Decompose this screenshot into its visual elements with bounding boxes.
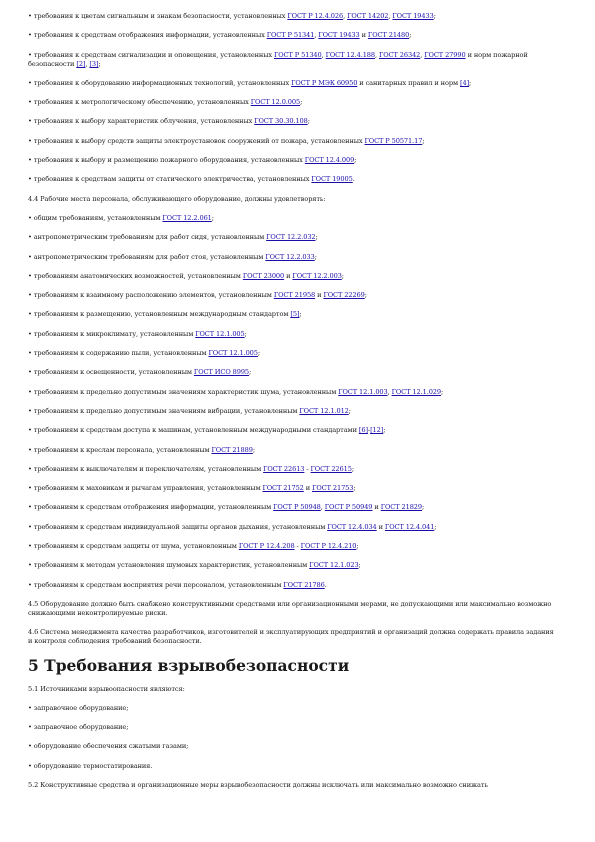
line-text: и: [372, 503, 381, 512]
line-text: ;: [364, 291, 367, 300]
line-text: • требования к выбору средств защиты электроустановок сооружений от пожара, установленных: [28, 136, 365, 145]
line-text: ,: [420, 50, 425, 59]
line-text: • требованиям к микроклимату, установленным: [28, 329, 196, 338]
reference-link[interactable]: ГОСТ 30.30.108: [254, 117, 308, 126]
text-line: [28, 781, 557, 790]
line-text: ;: [469, 78, 472, 87]
line-text: -: [304, 464, 311, 473]
reference-link[interactable]: ГОСТ 14202: [347, 12, 389, 20]
line-text: ;: [383, 426, 386, 435]
text-line: [28, 484, 557, 493]
line-text: ;: [211, 213, 214, 222]
text-line: [28, 349, 557, 358]
line-text: • требованиям к средствам доступа к машинам, установленным международными стандартами: [28, 426, 359, 435]
reference-link[interactable]: ГОСТ 19433: [318, 31, 360, 40]
line-text: • требованиям к средствам отображения информации, установленным: [28, 503, 274, 512]
reference-link[interactable]: [4]: [460, 78, 470, 87]
line-text: • требования к средствам сигнализации и оповещения, установленных: [28, 50, 274, 59]
line-text: • антропометрическим требованиям для работ сидя, установленным: [28, 233, 267, 242]
line-text: • требованиям к методам установления шумовых характеристик, установленным: [28, 561, 310, 570]
reference-link[interactable]: [3]: [89, 59, 99, 68]
line-text: ,: [320, 503, 325, 512]
reference-link[interactable]: ГОСТ Р 12.4.208: [238, 542, 295, 551]
reference-link[interactable]: ГОСТ Р 12.4.026: [287, 12, 344, 20]
reference-link[interactable]: ГОСТ 12.1.029: [391, 387, 441, 396]
text-line: [28, 195, 557, 204]
text-line: [28, 503, 557, 512]
line-text: • требованиям к предельно допустимым значениям характеристик шума, установленным: [28, 387, 339, 396]
line-text: ;: [353, 484, 356, 493]
text-line: [28, 368, 557, 377]
line-text: и: [315, 291, 324, 300]
line-text: • требованиям к выключателям и переключателям, установленным: [28, 464, 264, 473]
line-text: • требования к выбору и размещению пожарного оборудования, установленных: [28, 156, 305, 165]
reference-link[interactable]: ГОСТ 22613: [263, 464, 305, 473]
text-line: [28, 272, 557, 281]
line-text: • требования к метрологическому обеспечению, установленных: [28, 98, 251, 107]
text-line: [28, 723, 557, 732]
line-text: • заправочное оборудование;: [28, 703, 129, 712]
text-line: [28, 561, 557, 570]
line-text: ;: [249, 368, 252, 377]
line-text: • заправочное оборудование;: [28, 723, 129, 732]
reference-link[interactable]: [12]: [370, 426, 384, 435]
reference-link[interactable]: ГОСТ 12.4.009: [304, 156, 355, 165]
requirements-list: [28, 12, 557, 646]
line-text: • требования к выбору характеристик облучения, установленных: [28, 117, 255, 126]
reference-link[interactable]: ГОСТ 12.1.005: [208, 349, 258, 358]
reference-link[interactable]: ГОСТ 21829: [380, 503, 422, 512]
text-line: [28, 98, 557, 107]
line-text: ;: [433, 12, 436, 20]
text-line: [28, 704, 557, 713]
line-text: ;: [440, 387, 444, 396]
line-text: ;: [314, 252, 317, 261]
line-text: ,: [85, 59, 90, 68]
line-text: ,: [321, 50, 326, 59]
reference-link[interactable]: ГОСТ 21889: [211, 445, 253, 454]
text-line: [28, 742, 557, 751]
line-text: • требованиям к взаимному расположению элементов, установленным: [28, 291, 274, 300]
text-line: [28, 12, 557, 21]
line-text: • требования к средствам отображения информации, установленных: [28, 31, 267, 40]
reference-link[interactable]: ГОСТ 12.2.032: [266, 233, 316, 242]
line-text: • антропометрическим требованиям для работ стоя, установленным: [28, 252, 266, 261]
reference-link[interactable]: ГОСТ 22269: [323, 291, 365, 300]
reference-link[interactable]: ГОСТ Р 12.4.210: [300, 542, 357, 551]
reference-link[interactable]: ГОСТ 23000: [242, 271, 285, 280]
line-text: ;: [307, 117, 310, 126]
line-text: ;: [358, 561, 361, 570]
text-line: [28, 523, 557, 532]
reference-link[interactable]: ГОСТ 12.1.012: [299, 406, 349, 415]
text-line: [28, 600, 557, 618]
reference-link[interactable]: ГОСТ Р МЭК 60950: [291, 78, 358, 87]
text-line: [28, 79, 557, 88]
reference-link[interactable]: ГОСТ 21958: [273, 291, 316, 300]
text-line: [28, 31, 557, 40]
text-line: [28, 446, 557, 455]
line-text: • требованиям к средствам восприятия речи персоналом, установленным: [28, 580, 284, 589]
line-text: ;: [244, 329, 247, 338]
reference-link[interactable]: ГОСТ ИСО 8995: [193, 368, 250, 377]
text-line: [28, 330, 557, 339]
line-text: ;: [422, 503, 425, 512]
text-line: [28, 51, 557, 69]
line-text: • требованиям к содержанию пыли, установленным: [28, 349, 209, 358]
text-line: [28, 388, 557, 397]
line-text: .: [352, 175, 355, 184]
line-text: • требования к средствам защиты от статического электричества, установленных: [28, 175, 312, 184]
line-text: ,: [374, 50, 379, 59]
line-text: • оборудование термостатирования.: [28, 761, 153, 770]
line-text: • требования к цветам сигнальным и знакам безопасности, установленных: [28, 12, 288, 20]
reference-link[interactable]: ГОСТ Р 50949: [324, 503, 373, 512]
text-line: [28, 291, 557, 300]
text-line: [28, 426, 557, 435]
line-text: ;: [409, 31, 412, 40]
line-text: ;: [354, 156, 357, 165]
line-text: и: [303, 484, 313, 493]
line-text: 4.6 Система менеджмента качества разработчиков, изготовителей и эксплуатирующих предприятий и организаций должна содержать правила задания и контроля соблюдения требований безопасности.: [28, 628, 554, 646]
line-text: ,: [314, 31, 319, 40]
line-text: ;: [348, 406, 351, 415]
line-text: 4.4 Рабочие места персонала, обслуживающего оборудование, должны удовлетворять:: [28, 194, 326, 203]
line-text: • требованиям к средствам индивидуальной защиты органов дыхания, установленным: [28, 522, 328, 531]
line-text: • требованиям к средствам защиты от шума, установленным: [28, 542, 239, 551]
line-text: ,: [388, 12, 393, 20]
line-text: ;: [422, 136, 425, 145]
reference-link[interactable]: ГОСТ 12.1.005: [195, 329, 245, 338]
explosion-safety-list: [28, 685, 557, 790]
line-text: • требованиям к размещению, установленным международным стандартом: [28, 310, 291, 319]
reference-link[interactable]: [2]: [76, 59, 86, 68]
text-line: [28, 310, 557, 319]
line-text: и норм пожарной безопасности: [28, 50, 528, 68]
text-line: [28, 233, 557, 242]
reference-link[interactable]: ГОСТ 12.1.003: [338, 387, 388, 396]
text-line: [28, 156, 557, 165]
line-text: и санитарных правил и норм: [357, 78, 460, 87]
text-line: [28, 581, 557, 590]
line-text: • требованиям к освещенности, установленным: [28, 368, 194, 377]
reference-link[interactable]: ГОСТ 12.1.023: [309, 561, 359, 570]
line-text: 5.1 Источниками взрывоопасности являются:: [28, 684, 185, 693]
text-line: [28, 685, 557, 694]
reference-link[interactable]: ГОСТ 12.4.188: [325, 50, 375, 59]
text-line: [28, 253, 557, 262]
reference-link[interactable]: ГОСТ Р 50571.17: [364, 136, 423, 145]
line-text: -: [367, 426, 371, 435]
text-line: [28, 465, 557, 474]
reference-link[interactable]: ГОСТ 26342: [378, 50, 421, 59]
line-text: 4.5 Оборудование должно быть снабжено конструктивными средствами или организационными мерами, не допускающими или максимально возможно снижающими неконтролируемые риски.: [28, 599, 552, 617]
reference-link[interactable]: ГОСТ 27990: [424, 50, 466, 59]
reference-link[interactable]: ГОСТ 21752: [262, 484, 304, 493]
section-heading: 5 Требования взрывобезопасности: [28, 655, 350, 675]
line-text: • требованиям к предельно допустимым значениям вибрации, установленным: [28, 406, 300, 415]
reference-link[interactable]: ГОСТ 12.0.005: [250, 98, 301, 107]
reference-link[interactable]: ГОСТ 22615: [310, 464, 352, 473]
line-text: ;: [299, 310, 302, 319]
line-text: и: [284, 271, 293, 280]
line-text: • оборудование обеспечения сжатыми газами;: [28, 742, 189, 751]
line-text: и: [376, 522, 385, 531]
reference-link[interactable]: ГОСТ 21480: [367, 31, 410, 40]
reference-link[interactable]: ГОСТ Р 51340: [273, 50, 322, 59]
line-text: • требованиям к креслам персонала, установленным: [28, 445, 212, 454]
line-text: .: [324, 580, 327, 589]
reference-link[interactable]: [5]: [290, 310, 300, 319]
reference-link[interactable]: ГОСТ 12.2.061: [162, 213, 212, 222]
reference-link[interactable]: ГОСТ 21753: [312, 484, 354, 493]
line-text: 5.2 Конструктивные средства и организационные меры взрывобезопасности должны исключать или максимально возможно снижать: [28, 780, 488, 789]
line-text: ;: [341, 271, 344, 280]
line-text: ,: [343, 12, 348, 20]
reference-link[interactable]: ГОСТ 12.2.033: [265, 252, 315, 261]
text-line: [28, 117, 557, 126]
line-text: ,: [387, 387, 392, 396]
line-text: • требованиям к маховикам и рычагам управления, установленным: [28, 484, 263, 493]
line-text: • требованиям анатомических возможностей, установленным: [28, 271, 243, 280]
line-text: ;: [351, 464, 354, 473]
reference-link[interactable]: ГОСТ 12.2.003: [292, 271, 342, 280]
line-text: • требования к оборудованию информационных технологий, установленных: [28, 78, 292, 87]
reference-link[interactable]: ГОСТ 12.4.041: [384, 522, 435, 531]
reference-link[interactable]: ГОСТ 19433: [392, 12, 434, 20]
text-line: [28, 175, 557, 184]
text-line: [28, 542, 557, 551]
line-text: ;: [300, 98, 303, 107]
reference-link[interactable]: [6]: [358, 426, 368, 435]
reference-link[interactable]: ГОСТ 21786: [283, 580, 325, 589]
reference-link[interactable]: ГОСТ Р 50948: [273, 503, 321, 512]
text-line: [28, 214, 557, 223]
reference-link[interactable]: ГОСТ Р 51341: [266, 31, 315, 40]
line-text: ;: [434, 522, 437, 531]
line-text: • общим требованиям, установленным: [28, 213, 163, 222]
text-line: [28, 137, 557, 146]
reference-link[interactable]: ГОСТ 12.4.034: [327, 522, 377, 531]
reference-link[interactable]: ГОСТ 19005: [311, 175, 353, 184]
line-text: ;: [356, 542, 359, 551]
line-text: -: [294, 542, 301, 551]
line-text: ;: [257, 349, 260, 358]
text-line: [28, 407, 557, 416]
line-text: и: [359, 31, 368, 40]
line-text: ;: [252, 445, 255, 454]
line-text: ;: [98, 59, 101, 68]
line-text: ;: [315, 233, 318, 242]
text-line: [28, 762, 557, 771]
text-line: [28, 628, 557, 646]
